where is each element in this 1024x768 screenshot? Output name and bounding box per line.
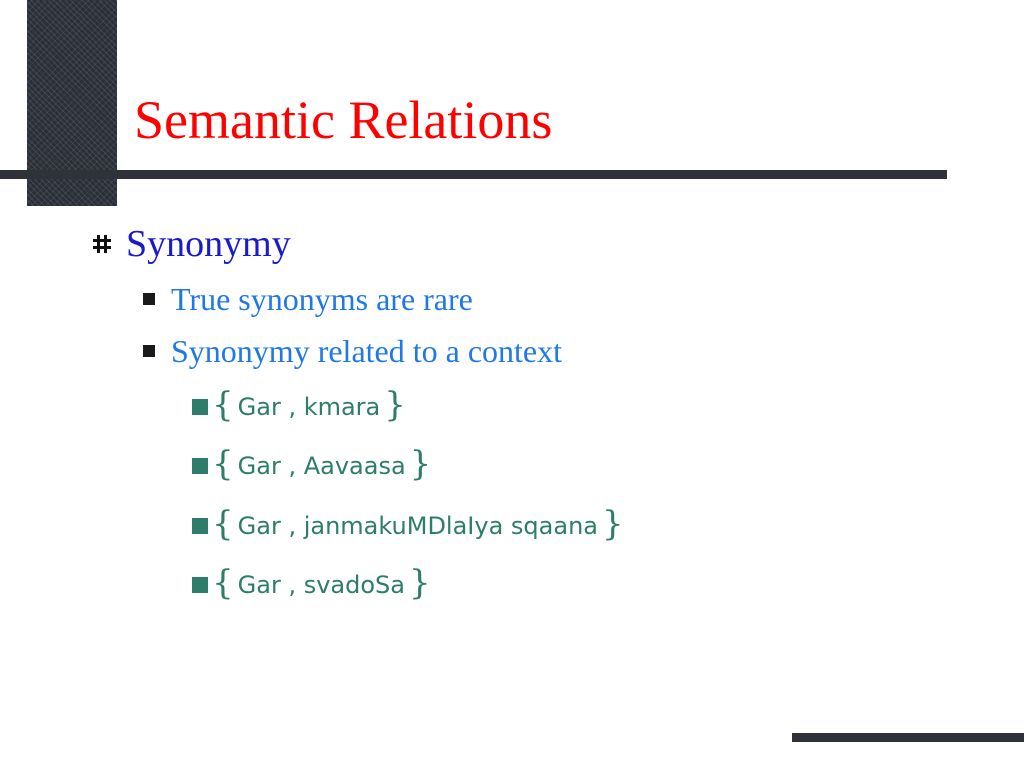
bullet-level2-text: Synonymy related to a context [171,332,563,369]
bullet-level3-item [192,563,431,607]
bullet-level3-item [192,504,624,548]
synonym-pair-text: Gar , kmara [237,393,381,421]
open-brace: { [212,504,234,544]
square-bullet-icon [143,345,155,357]
close-brace: } [408,563,431,603]
bullet-level2-item [143,331,562,371]
open-brace: { [212,444,234,484]
square-bullet-icon [192,458,208,474]
bullet-level2-item [143,279,473,319]
slide-title: Semantic Relations [134,90,553,150]
synonym-pair-text: Gar , janmakuMDlaIya sqaana [237,512,598,540]
bullet-level3-item [192,385,406,429]
open-brace: { [212,385,234,425]
square-bullet-icon [192,518,208,534]
bullet-level3-item [192,444,431,488]
footer-divider-line [792,733,1024,742]
synonym-pair-text: Gar , Aavaasa [237,452,406,480]
bullet-level1-text: Synonymy [126,223,291,265]
bullet-level1-synonymy [92,222,291,266]
bullet-level2-text: True synonyms are rare [171,280,473,317]
close-brace: } [409,444,432,484]
square-bullet-icon [192,577,208,593]
square-bullet-icon [192,399,208,415]
close-brace: } [384,385,406,425]
square-bullet-icon [143,293,155,305]
synonym-pair-text: Gar , svadoSa [237,571,405,599]
close-brace: } [602,504,624,544]
title-divider-line [0,170,947,179]
hash-bullet-icon [92,234,112,254]
open-brace: { [212,563,234,603]
